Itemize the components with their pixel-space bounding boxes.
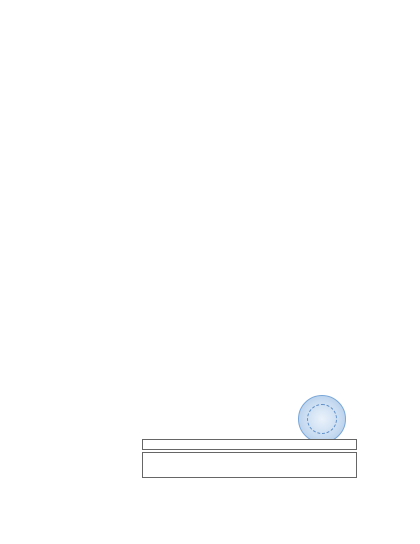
weather-box [142,452,357,478]
approval-box [142,439,357,450]
district-seal [298,395,346,443]
